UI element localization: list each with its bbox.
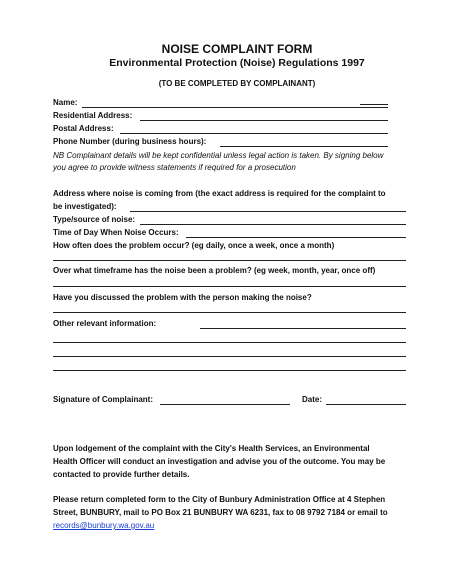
noise-address-label-2: be investigated): <box>53 202 117 211</box>
discussed-line[interactable] <box>53 312 406 313</box>
form-subtitle: Environmental Protection (Noise) Regulations 1997 <box>109 57 365 69</box>
other-info-line-4[interactable] <box>53 370 406 371</box>
lodgement-text-3: contacted to provide further details. <box>53 470 190 479</box>
email-link[interactable]: records@bunbury.wa.gov.au <box>53 521 155 530</box>
how-often-line[interactable] <box>53 260 406 261</box>
other-info-line-1[interactable] <box>200 328 406 329</box>
form-instruction: (TO BE COMPLETED BY COMPLAINANT) <box>158 79 316 88</box>
discussed-label: Have you discussed the problem with the person making the noise? <box>53 293 312 302</box>
form-title: NOISE COMPLAINT FORM <box>161 42 313 56</box>
date-label: Date: <box>302 395 323 404</box>
type-source-line[interactable] <box>140 224 406 225</box>
confidentiality-note-2: you agree to provide witness statements if required for a prosecution <box>53 163 296 172</box>
signature-line[interactable] <box>160 404 290 405</box>
postal-address-line[interactable] <box>120 133 388 134</box>
residential-address-label: Residential Address: <box>53 111 133 120</box>
name-label: Name: <box>53 98 78 107</box>
time-of-day-line[interactable] <box>186 237 406 238</box>
residential-address-line[interactable] <box>140 120 388 121</box>
phone-line[interactable] <box>220 146 388 147</box>
return-text-1: Please return completed form to the City of Bunbury Administration Office at 4 Stephen <box>53 495 386 504</box>
type-source-label: Type/source of noise: <box>53 215 136 224</box>
noise-address-line[interactable] <box>130 211 406 212</box>
phone-label: Phone Number (during business hours): <box>53 137 207 146</box>
date-line[interactable] <box>326 404 406 405</box>
lodgement-text-2: Health Officer will conduct an investigation and advise you of the outcome. You may be <box>53 457 386 466</box>
name-line[interactable] <box>82 107 388 108</box>
name-line-end[interactable] <box>360 104 388 105</box>
lodgement-text-1: Upon lodgement of the complaint with the City's Health Services, an Environmental <box>53 444 370 453</box>
postal-address-label: Postal Address: <box>53 124 114 133</box>
confidentiality-note-1: NB Complainant details will be kept confidential unless legal action is taken. By signing below <box>53 151 384 160</box>
time-of-day-label: Time of Day When Noise Occurs: <box>53 228 179 237</box>
return-text-2: Street, BUNBURY, mail to PO Box 21 BUNBURY WA 6231, fax to 08 9792 7184 or email to <box>53 508 388 517</box>
other-info-label: Other relevant information: <box>53 319 157 328</box>
noise-address-label-1: Address where noise is coming from (the exact address is required for the complaint to <box>53 189 386 198</box>
how-often-label: How often does the problem occur? (eg daily, once a week, once a month) <box>53 241 335 250</box>
timeframe-label: Over what timeframe has the noise been a problem? (eg week, month, year, once off) <box>53 266 376 275</box>
signature-label: Signature of Complainant: <box>53 395 153 404</box>
other-info-line-2[interactable] <box>53 342 406 343</box>
other-info-line-3[interactable] <box>53 356 406 357</box>
timeframe-line[interactable] <box>53 286 406 287</box>
